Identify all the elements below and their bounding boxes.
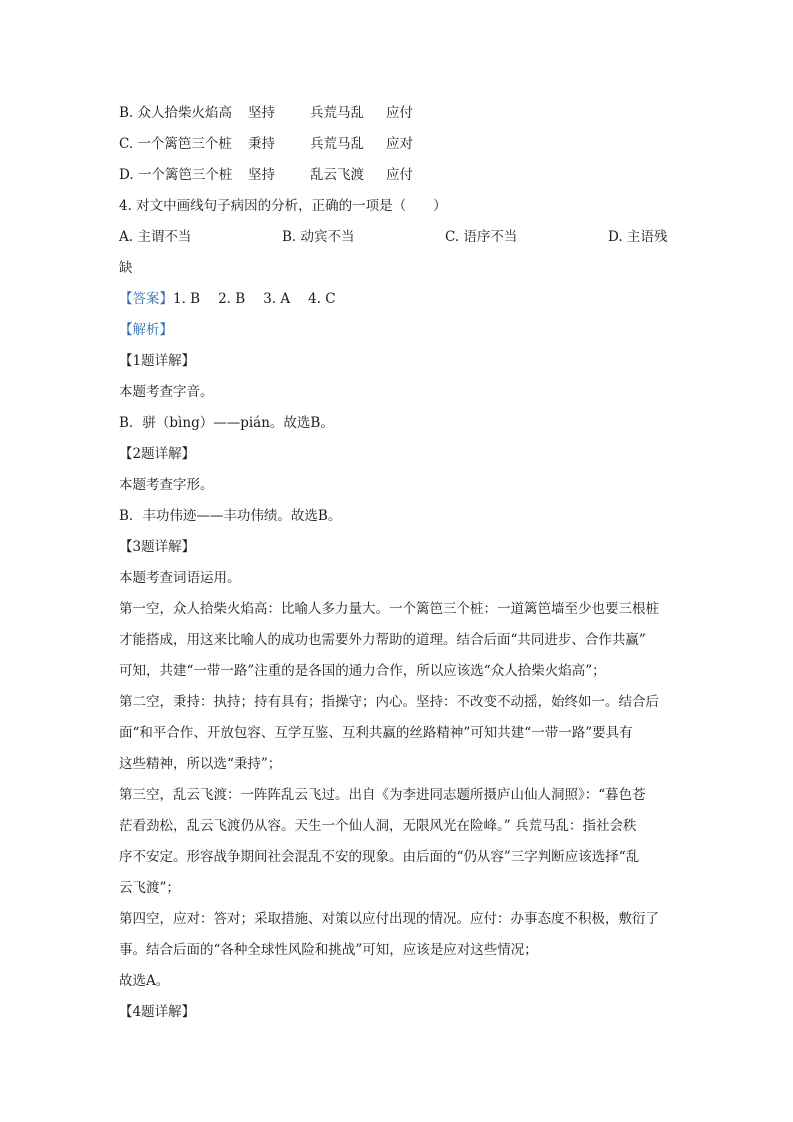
section-1-line: B．骈（bìng）——pián。故选B。 <box>119 415 334 431</box>
q4-stem: 4. 对文中画线句子病因的分析，正确的一项是（ ） <box>119 198 447 214</box>
section-3-line: 第二空，秉持：执持；持有具有；指操守；内心。坚持：不改变不动摇，始终如一。结合后 <box>119 694 659 710</box>
option-c-text-c: 兵荒马乱 <box>310 136 364 152</box>
section-2-line: 本题考查字形。 <box>119 477 214 493</box>
option-phrase: 一个篱笆三个桩 <box>137 167 233 183</box>
answer-item: 4. C <box>308 291 336 307</box>
option-b-text-b: 坚持 <box>248 105 275 121</box>
section-3-line: 面“和平合作、开放包容、互学互鉴、互利共赢的丝路精神”可知共建“一带一路”要具有 <box>119 725 633 741</box>
option-c-text-b: 秉持 <box>248 136 275 152</box>
option-b-text-c: 兵荒马乱 <box>310 105 364 121</box>
section-2-line: B．丰功伟迹——丰功伟绩。故选B。 <box>119 508 342 524</box>
option-letter: B. <box>119 105 134 121</box>
q4-option-c: C. 语序不当 <box>445 229 518 245</box>
option-c-text-d: 应对 <box>386 136 413 152</box>
section-1-title: 【1题详解】 <box>119 353 196 369</box>
section-3-line: 序不安定。形容战争期间社会混乱不安的现象。由后面的“仍从容”三字判断应该选择“乱 <box>119 849 640 865</box>
option-b-text-d: 应付 <box>386 105 413 121</box>
section-3-line: 第四空，应对：答对；采取措施、对策以应付出现的情况。应付：办事态度不积极，敷衍了 <box>119 911 659 927</box>
answer-item: 3. A <box>263 291 291 307</box>
section-1-line: 本题考查字音。 <box>119 384 214 400</box>
document-content <box>119 98 679 1028</box>
section-3-line: 本题考查词语运用。 <box>119 570 241 586</box>
section-2-title: 【2题详解】 <box>119 446 196 462</box>
option-b-text-a <box>119 98 248 129</box>
option-c-text-a <box>119 129 248 160</box>
section-3-line: 可知，共建“一带一路”注重的是各国的通力合作，所以应该选“众人拾柴火焰高”； <box>119 663 606 679</box>
section-3-line: 才能搭成，用这来比喻人的成功也需要外力帮助的道理。结合后面“共同进步、合作共赢” <box>119 632 646 648</box>
option-phrase: 众人拾柴火焰高 <box>137 105 233 121</box>
option-d-text-c: 乱云飞渡 <box>310 167 364 183</box>
section-3-line: 第一空，众人拾柴火焰高：比喻人多力量大。一个篱笆三个桩：一道篱笆墙至少也要三根桩 <box>119 601 659 617</box>
option-phrase: 一个篱笆三个桩 <box>137 136 232 152</box>
answer-line <box>119 284 679 315</box>
option-letter: C. <box>119 136 134 152</box>
analysis-tag: 【解析】 <box>119 322 173 338</box>
section-3-title: 【3题详解】 <box>119 539 196 555</box>
q4-option-a: A. 主谓不当 <box>119 229 192 245</box>
option-d-text-a <box>119 160 248 191</box>
answer-item: 1. B <box>173 291 201 307</box>
section-3-line: 云飞渡”； <box>119 880 180 896</box>
section-3-line: 茫看劲松，乱云飞渡仍从容。天生一个仙人洞，无限风光在险峰。” 兵荒马乱：指社会秩 <box>119 818 637 834</box>
option-letter: D. <box>119 167 134 183</box>
answer-item: 2. B <box>218 291 246 307</box>
section-3-line: 第三空，乱云飞渡：一阵阵乱云飞过。出自《为李进同志题所摄庐山仙人洞照》：“暮色苍 <box>119 787 646 803</box>
q3-option-d <box>119 160 679 191</box>
q4-options <box>119 222 679 253</box>
q3-option-c <box>119 129 679 160</box>
section-3-line: 这些精神，所以选“秉持”； <box>119 756 282 772</box>
q3-option-b <box>119 98 679 129</box>
section-4-title: 【4题详解】 <box>119 1004 196 1020</box>
q4-option-wrap: 缺 <box>119 260 133 276</box>
section-3-line: 故选A。 <box>119 973 170 989</box>
q4-option-b: B. 动宾不当 <box>282 229 355 245</box>
section-3-line: 事。结合后面的“各种全球性风险和挑战”可知，应该是应对这些情况； <box>119 942 538 958</box>
answer-tag: 【答案】 <box>119 291 173 307</box>
q4-option-d: D. 主语残 <box>608 229 668 245</box>
option-d-text-b: 坚持 <box>248 167 275 183</box>
option-d-text-d: 应付 <box>386 167 413 183</box>
